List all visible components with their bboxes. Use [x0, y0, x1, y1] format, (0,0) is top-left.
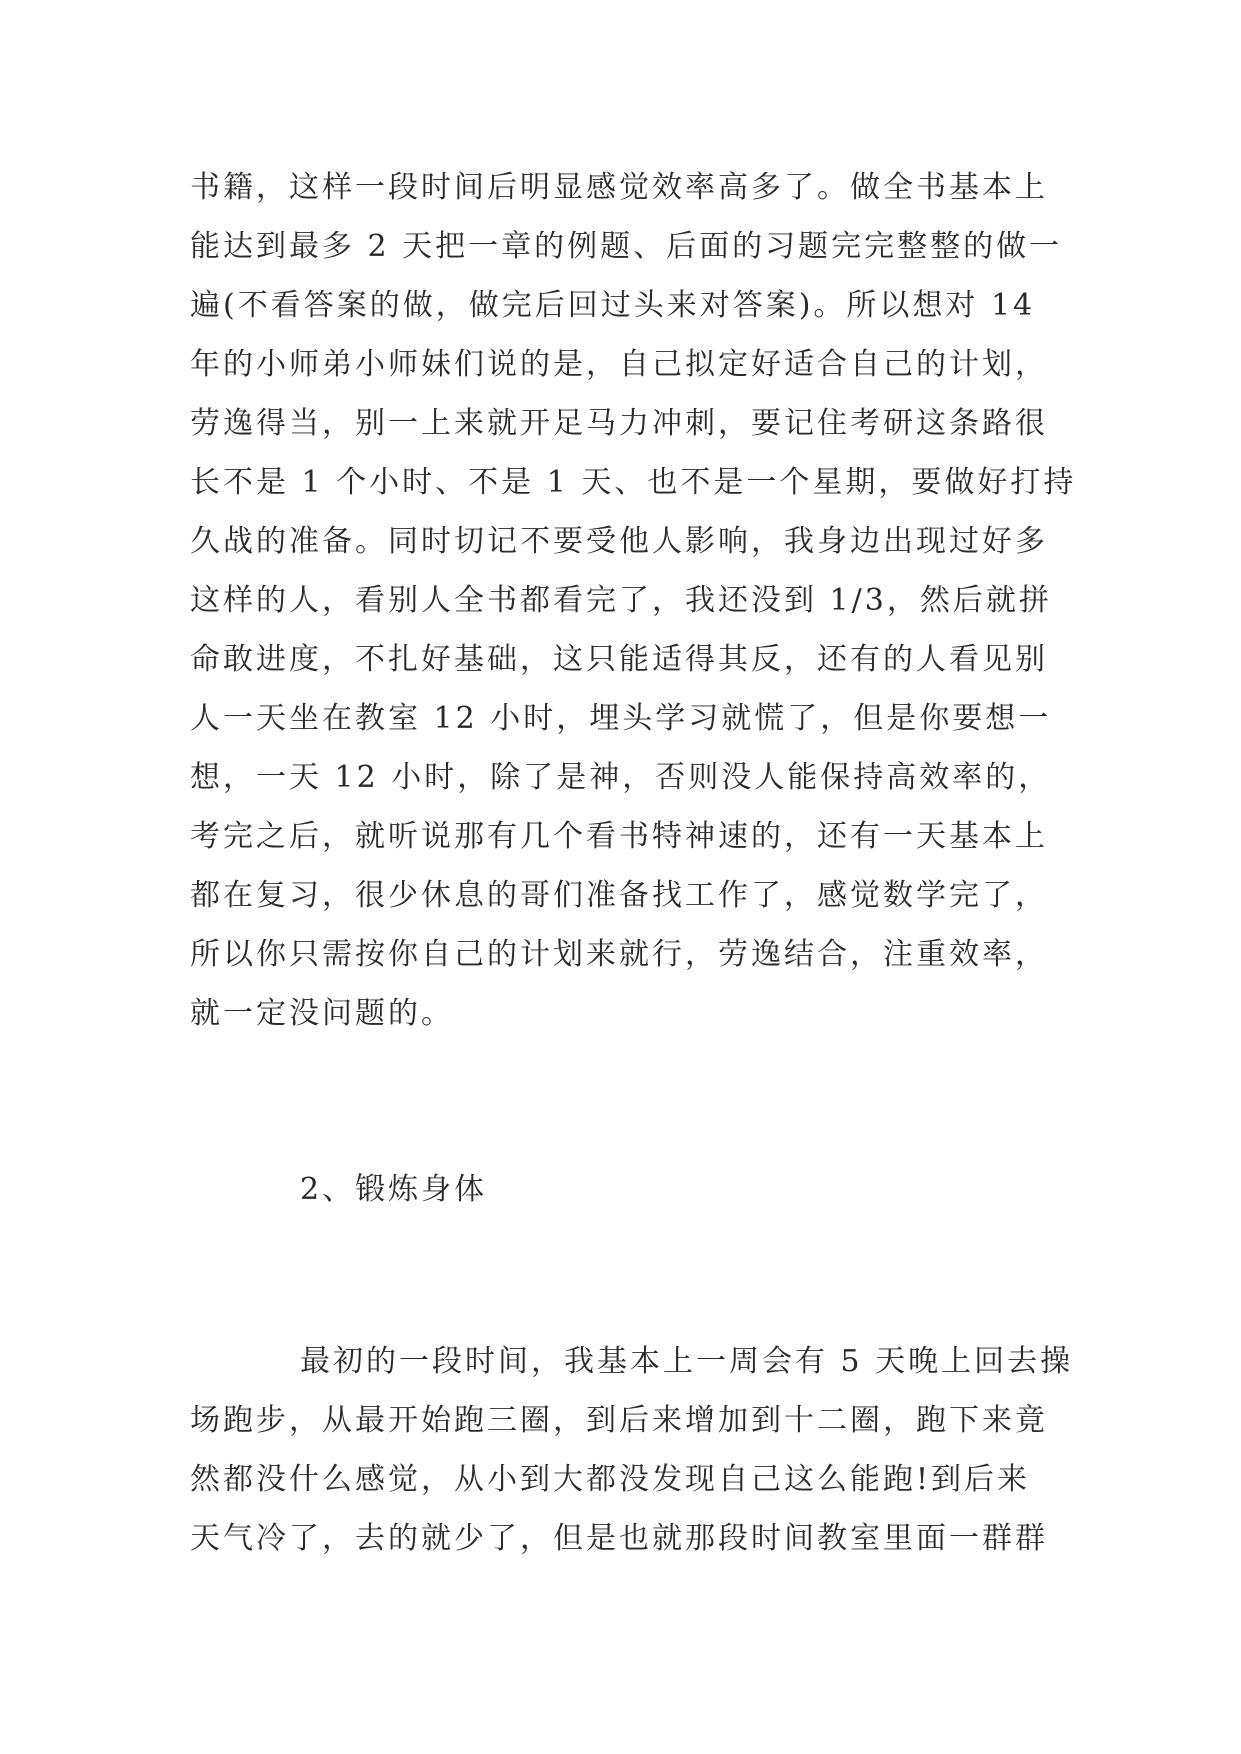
paragraph-1-line: 长不是 1 个小时、不是 1 天、也不是一个星期，要做好打持: [190, 465, 1077, 500]
paragraph-2-line: 最初的一段时间，我基本上一周会有 5 天晚上回去操: [300, 1344, 1074, 1379]
paragraph-1-line: 遍(不看答案的做，做完后回过头来对答案)。所以想对 14: [190, 288, 1036, 323]
paragraph-1-line: 这样的人，看别人全书都看完了，我还没到 1/3，然后就拼: [190, 583, 1052, 618]
paragraph-1-line: 想，一天 12 小时，除了是神，否则没人能保持高效率的，: [190, 760, 1052, 795]
paragraph-2-line: 然都没什么感觉，从小到大都没发现自己这么能跑!到后来: [190, 1462, 1031, 1497]
paragraph-1-line: 久战的准备。同时切记不要受他人影响，我身边出现过好多: [190, 524, 1048, 559]
paragraph-1-line: 都在复习，很少休息的哥们准备找工作了，感觉数学完了，: [190, 878, 1048, 913]
paragraph-1-line: 人一天坐在教室 12 小时，埋头学习就慌了，但是你要想一: [190, 701, 1052, 736]
paragraph-2-line: 场跑步，从最开始跑三圈，到后来增加到十二圈，跑下来竟: [190, 1403, 1048, 1438]
paragraph-1-line: 所以你只需按你自己的计划来就行，劳逸结合，注重效率，: [190, 937, 1048, 972]
paragraph-1-line: 就一定没问题的。: [190, 996, 454, 1031]
paragraph-1-line: 书籍，这样一段时间后明显感觉效率高多了。做全书基本上: [190, 170, 1048, 205]
paragraph-1-line: 年的小师弟小师妹们说的是，自己拟定好适合自己的计划，: [190, 347, 1048, 382]
paragraph-1-line: 考完之后，就听说那有几个看书特神速的，还有一天基本上: [190, 819, 1048, 854]
section-heading: 2、锻炼身体: [300, 1172, 488, 1207]
paragraph-1-line: 命敢进度，不扎好基础，这只能适得其反，还有的人看见别: [190, 642, 1048, 677]
paragraph-1-line: 劳逸得当，别一上来就开足马力冲刺，要记住考研这条路很: [190, 406, 1048, 441]
paragraph-1-line: 能达到最多 2 天把一章的例题、后面的习题完完整整的做一: [190, 229, 1063, 264]
paragraph-2-line: 天气冷了，去的就少了，但是也就那段时间教室里面一群群: [190, 1521, 1048, 1556]
